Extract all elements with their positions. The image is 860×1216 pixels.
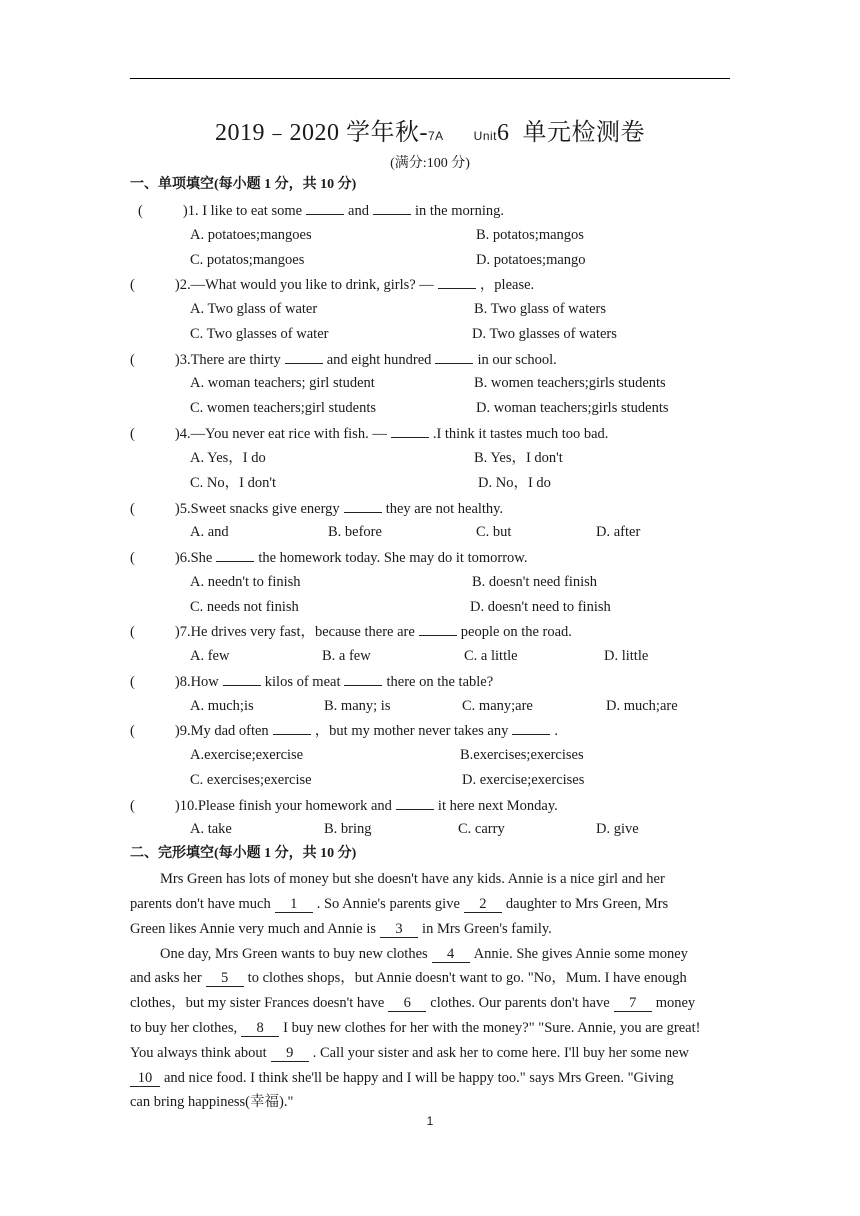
question-6-option-b: B. doesn't need finish [472,574,598,590]
question-7-option-a: A. few [190,648,230,664]
cloze-blank-9: 9 [271,1045,309,1062]
question-8-option-b: B. many; is [324,698,391,714]
page-title [0,112,860,147]
title-year: 2019﹣2020 学年秋- [214,120,428,146]
cloze-blank-3: 3 [380,921,418,938]
cloze-blank-1: 1 [275,896,313,913]
answer-blank [438,275,476,289]
answer-blank [419,622,457,636]
answer-blank [285,350,323,364]
answer-blank [273,721,311,735]
passage-line: 10 and nice food. I think she'll be happy and I will be happy too." says Mrs Green. "Giving [130,1069,674,1087]
question-2-stem: ( )2.—What would you like to drink, girls? — ，please. [130,277,535,293]
question-10-stem: ( )10.Please finish your homework and it here next Monday. [130,798,558,814]
answer-blank [344,672,382,686]
question-3-option-a: A. woman teachers; girl student [190,375,375,391]
question-9-stem: ( )9.My dad often ，but my mother never takes any . [130,723,558,739]
question-4-option-a: A. Yes，I do [190,450,266,466]
question-10-option-c: C. carry [458,821,505,837]
passage-line: Green likes Annie very much and Annie is 3 in Mrs Green's family. [130,921,552,937]
cloze-blank-4: 4 [432,946,470,963]
question-9-option-b: B.exercises;exercises [460,747,584,763]
passage-line: You always think about 9 . Call your sister and ask her to come here. I'll buy her some new [130,1045,689,1061]
question-6-option-c: C. needs not finish [190,599,299,615]
question-6-option-d: D. doesn't need to finish [470,599,611,615]
question-5-stem: ( )5.Sweet snacks give energy they are not healthy. [130,501,504,517]
question-9-option-a: A.exercise;exercise [190,747,304,763]
passage-line: and asks her 5 to clothes shops，but Annie doesn't want to go. "No，Mum. I have enough [130,970,687,986]
question-7-option-d: D. little [604,648,649,664]
question-7-option-b: B. a few [322,648,371,664]
question-2-option-c: C. Two glasses of water [190,326,329,342]
question-1-stem: ( )1. I like to eat some and in the morning. [138,203,504,219]
question-5-option-d: D. after [596,524,641,540]
section2-title: 二、完形填空(每小题 1 分，共 10 分) [130,846,357,861]
passage-line: to buy her clothes, 8 I buy new clothes for her with the money?" "Sure. Annie, you are great! [130,1020,701,1036]
answer-blank [396,796,434,810]
question-1-option-b: B. potatos;mangos [476,227,584,243]
question-7-option-c: C. a little [464,648,518,664]
page-subtitle: (满分:100 分) [390,156,470,171]
question-4-stem: ( )4.—You never eat rice with fish. — .I think it tastes much too bad. [130,426,609,442]
section1-title: 一、单项填空(每小题 1 分，共 10 分) [130,177,357,192]
answer-blank [512,721,550,735]
passage-line: One day, Mrs Green wants to buy new clothes 4 Annie. She gives Annie some money [160,946,688,962]
question-10-option-d: D. give [596,821,639,837]
question-10-option-b: B. bring [324,821,372,837]
question-6-stem: ( )6.She the homework today. She may do it tomorrow. [130,550,528,566]
cloze-blank-7: 7 [614,995,652,1012]
question-8-option-a: A. much;is [190,698,254,714]
question-4-option-d: D. No，I do [478,475,551,491]
title-unit-small: Unit [473,129,498,143]
answer-blank [373,201,411,215]
question-3-option-c: C. women teachers;girl students [190,400,377,416]
answer-blank [435,350,473,364]
question-1-option-d: D. potatoes;mango [476,252,586,268]
cloze-blank-6: 6 [388,995,426,1012]
question-5-option-b: B. before [328,524,382,540]
passage-line: can bring happiness(幸福)." [130,1094,294,1110]
question-1-option-c: C. potatos;mangoes [190,252,305,268]
question-2-option-b: B. Two glass of waters [474,301,607,317]
answer-blank [223,672,261,686]
answer-blank [216,548,254,562]
title-unit-num: 6 [497,120,510,146]
question-2-option-d: D. Two glasses of waters [472,326,617,342]
question-6-option-a: A. needn't to finish [190,574,301,590]
question-7-stem: ( )7.He drives very fast，because there are people on the road. [130,624,572,640]
answer-blank [344,499,382,513]
cloze-blank-2: 2 [464,896,502,913]
question-1-option-a: A. potatoes;mangoes [190,227,312,243]
question-9-option-c: C. exercises;exercise [190,772,312,788]
title-grade: 7A [427,129,444,143]
question-5-option-a: A. and [190,524,229,540]
question-3-option-b: B. women teachers;girls students [474,375,666,391]
question-4-option-b: B. Yes，I don't [474,450,563,466]
question-9-option-d: D. exercise;exercises [462,772,585,788]
title-rest: 单元检测卷 [522,120,646,146]
cloze-blank-10: 10 [130,1070,160,1087]
passage-line: parents don't have much 1 . So Annie's parents give 2 daughter to Mrs Green, Mrs [130,896,669,912]
cloze-blank-8: 8 [241,1020,279,1037]
passage-line: clothes，but my sister Frances doesn't have 6 clothes. Our parents don't have 7 money [130,995,696,1011]
question-5-option-c: C. but [476,524,512,540]
question-3-option-d: D. woman teachers;girls students [476,400,669,416]
question-8-stem: ( )8.How kilos of meat there on the table? [130,674,494,690]
header-rule [130,78,730,79]
question-4-option-c: C. No，I don't [190,475,276,491]
cloze-blank-5: 5 [206,970,244,987]
passage-line: Mrs Green has lots of money but she doesn't have any kids. Annie is a nice girl and her [160,871,665,887]
page-number: 1 [426,1114,434,1128]
question-2-option-a: A. Two glass of water [190,301,318,317]
question-8-option-c: C. many;are [462,698,533,714]
answer-blank [306,201,344,215]
answer-blank [391,424,429,438]
question-10-option-a: A. take [190,821,232,837]
question-8-option-d: D. much;are [606,698,678,714]
question-3-stem: ( )3.There are thirty and eight hundred in our school. [130,352,557,368]
